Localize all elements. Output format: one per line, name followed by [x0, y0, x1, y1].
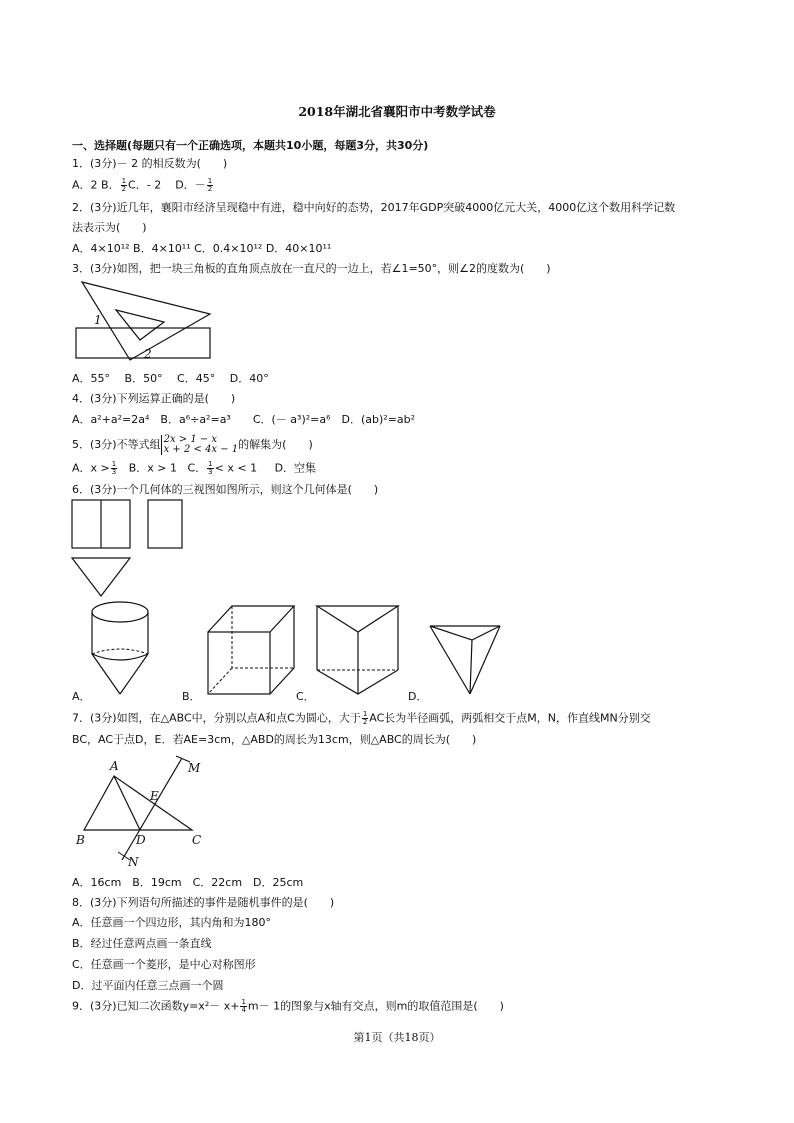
- question-2-options: A．4×10¹² B．4×10¹¹ C．0.4×10¹² D．40×10¹¹: [72, 242, 332, 255]
- question-6-option-a: A．: [72, 690, 91, 703]
- question-8-option-d: D．过平面内任意三点画一个圆: [72, 979, 224, 992]
- question-8-option-c: C．任意画一个菱形，是中心对称图形: [72, 958, 256, 971]
- three-view-figure: [72, 498, 192, 598]
- question-8-option-b: B．经过任意两点画一条直线: [72, 937, 212, 950]
- top-view: [72, 558, 130, 596]
- inequality-system: 2x > 1 − x x + 2 < 4x − 1: [161, 435, 239, 455]
- ruler: [76, 328, 210, 358]
- question-1-stem: 1．(3分)－ 2 的相反数为( ): [72, 157, 228, 170]
- svg-text:B: B: [76, 833, 85, 847]
- question-3-stem: 3．(3分)如图，把一块三角板的直角顶点放在一直尺的一边上，若∠1=50°，则∠2的度数为( ): [72, 262, 551, 275]
- angle-2-label: 2: [144, 347, 152, 361]
- question-3-options: A．55° B．50° C．45° D．40°: [72, 372, 269, 385]
- side-view: [148, 500, 182, 548]
- fraction: $\frac{1}{2}$: [121, 177, 127, 193]
- question-8-option-a: A．任意画一个四边形，其内角和为180°: [72, 916, 272, 929]
- section-heading: 一、选择题(每题只有一个正确选项，本题共10小题，每题3分，共30分): [72, 139, 429, 152]
- solid-options-figure: [72, 600, 472, 696]
- ruler-triangle-figure: [72, 282, 212, 362]
- svg-text:A: A: [110, 759, 119, 773]
- question-7-line-1: 7．(3分)如图，在△ABC中，分别以点A和点C为圆心，大于 $\frac{1}{2}$ AC长为半径画弧，两弧相交于点M，N，作直线MN分别交: [72, 710, 651, 726]
- question-9-stem: 9．(3分)已知二次函数y=x²－ x+ $\frac{1}{4}$ m－ 1的图象与x轴有交点，则m的取值范围是( ): [72, 998, 504, 1014]
- question-6-option-b: B．: [182, 690, 201, 703]
- svg-text:C: C: [192, 833, 202, 847]
- svg-text:E: E: [150, 789, 159, 803]
- question-6-stem: 6．(3分)一个几何体的三视图如图所示，则这个几何体是( ): [72, 483, 379, 496]
- svg-text:D: D: [136, 833, 146, 847]
- question-4-stem: 4．(3分)下列运算正确的是( ): [72, 392, 236, 405]
- page-footer: 第1页（共18页）: [353, 1031, 441, 1044]
- angle-1-label: 1: [94, 313, 102, 327]
- question-2-line-2: 法表示为( ): [72, 221, 147, 234]
- question-1-options: A．2 B． $\frac{1}{2}$ C．- 2 D．－ $\frac{1}{2}$: [72, 177, 213, 193]
- triangle-abc-figure: [74, 752, 224, 869]
- svg-text:M: M: [188, 761, 201, 775]
- question-5-stem: 5．(3分)不等式组 2x > 1 − x x + 2 < 4x − 1 的解集为( ): [72, 434, 313, 455]
- question-6-option-c: C．: [296, 690, 315, 703]
- question-7-options: A．16cm B．19cm C．22cm D．25cm: [72, 876, 304, 889]
- question-4-options: A．a²+a²=2a⁴ B．a⁶÷a²=a³ C．(－ a³)²=a⁶ D．(ab)²=ab²: [72, 413, 416, 426]
- question-8-stem: 8．(3分)下列语句所描述的事件是随机事件的是( ): [72, 896, 335, 909]
- question-7-line-2: BC，AC于点D，E．若AE=3cm，△ABD的周长为13cm，则△ABC的周长为( ): [72, 733, 477, 746]
- question-6-option-d: D．: [408, 690, 428, 703]
- triangle-inner: [116, 310, 164, 340]
- page-title: 2018年湖北省襄阳市中考数学试卷: [298, 104, 496, 119]
- line-mn: [122, 758, 182, 860]
- svg-text:N: N: [128, 855, 139, 869]
- question-2-line-1: 2．(3分)近几年，襄阳市经济呈现稳中有进，稳中向好的态势，2017年GDP突破4000亿元大关，4000亿这个数用科学记数: [72, 201, 676, 214]
- triangle-abc: [84, 776, 192, 830]
- question-5-options: A．x > $\frac{1}{3}$ B．x > 1 C． $\frac{1}{3}$ < x < 1 D．空集: [72, 460, 317, 476]
